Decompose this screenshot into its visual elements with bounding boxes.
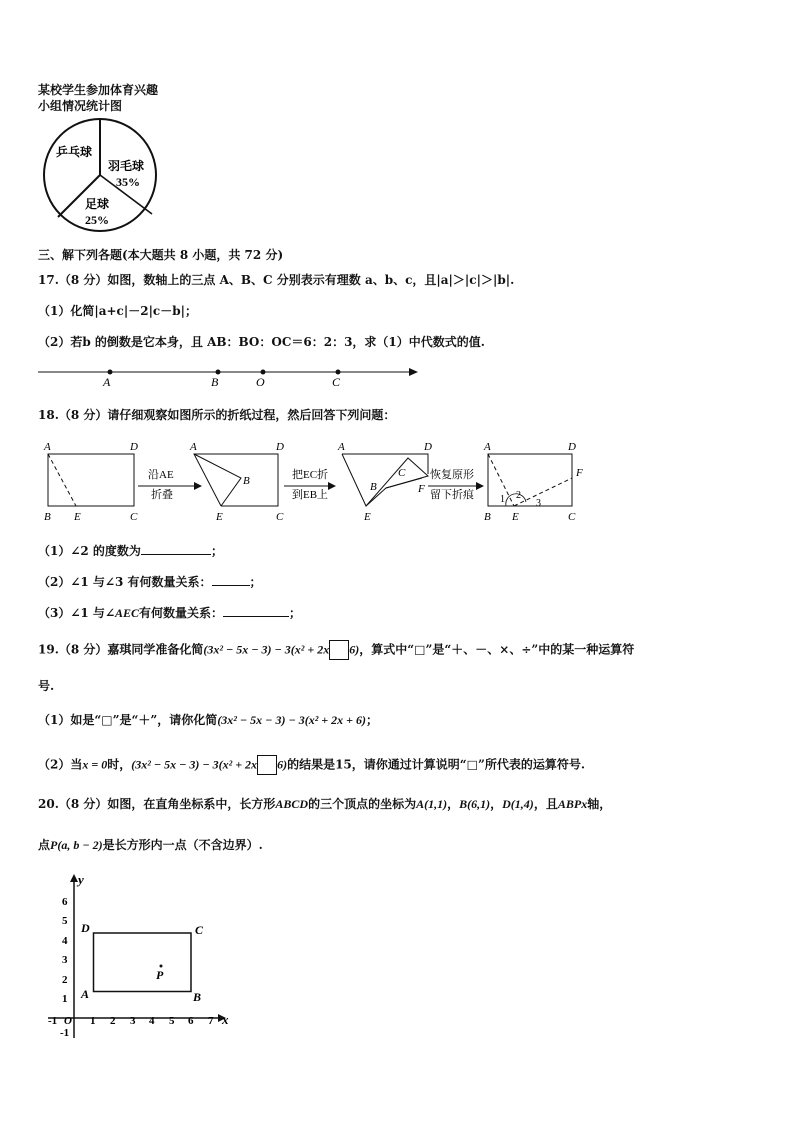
svg-text:A: A: [44, 441, 51, 453]
x-tick-5: 5: [169, 1015, 175, 1027]
q20-point-b: B(6,1): [459, 797, 491, 811]
label-c: C: [195, 923, 204, 937]
q19-part1-expression: (3x² − 5x − 3) − 3(x² + 2x + 6): [217, 713, 366, 727]
q19-part2-text-a: （2）当: [38, 757, 83, 772]
origin-label: O: [64, 1015, 72, 1027]
rectangle-abcd: [94, 933, 192, 992]
q19-part1-end: ；: [365, 713, 378, 727]
svg-text:D: D: [568, 441, 576, 453]
svg-text:C: C: [276, 511, 284, 523]
number-line: [36, 362, 424, 390]
q18-stem: 18.（8 分）请仔细观察如图所示的折纸过程，然后回答下列问题：: [38, 408, 396, 422]
q20-line2: [38, 837, 263, 853]
point-c: [336, 370, 341, 375]
q20-point-a: A(1,1): [416, 797, 448, 811]
q19-part2-expression-a: (3x² − 5x − 3) − 3(x² + 2x: [131, 757, 258, 772]
q18-part2: [38, 573, 262, 590]
svg-text:D: D: [276, 441, 284, 453]
q19-part2-operator-box: [257, 755, 277, 775]
q18-part3-end: ；: [289, 606, 302, 620]
fold-figure-1: [43, 441, 138, 523]
arrow2-line1: 把EC折: [292, 469, 329, 481]
x-tick-3: 3: [130, 1015, 136, 1027]
slice-pct-football: 25%: [85, 213, 109, 227]
x-tick-7: 7: [208, 1015, 214, 1027]
x-ticks: [90, 1015, 214, 1027]
label-d: D: [81, 921, 90, 935]
q19-expression-b: 6): [349, 642, 360, 657]
svg-text:C: C: [568, 511, 576, 523]
q19-part1-text: （1）如是“□”是“＋”，请你化简: [38, 713, 218, 727]
label-p: P: [156, 968, 164, 982]
section-heading: 三、解下列各题(本大题共 8 小题，共 72 分): [38, 248, 284, 262]
y-tick-neg-1: -1: [60, 1027, 70, 1039]
svg-text:F: F: [418, 483, 425, 495]
q18-part2-blank: [212, 573, 250, 586]
arrow3-line2: 留下折痕: [430, 489, 474, 501]
q18-part2-end: ；: [249, 575, 262, 589]
svg-text:A: A: [190, 441, 197, 453]
q18-part1-end: ；: [210, 544, 223, 558]
q20-point-d: D(1,4): [502, 797, 534, 811]
slice-label-football: 足球: [85, 197, 110, 211]
fold-figure-3: [337, 441, 432, 523]
q20-stem: 20.（8 分）如图，在直角坐标系中，长方形ABCD的三个顶点的坐标为A(1,1)，B(6,1)，D(1,4)，且ABPx轴，: [38, 797, 612, 811]
label-a: A: [81, 987, 90, 1001]
svg-text:F: F: [576, 467, 583, 479]
q17-part1: （1）化简|a+c|－2|c－b|；: [38, 304, 197, 318]
label-o: O: [256, 375, 265, 389]
q20-stem-d: 轴，: [587, 797, 612, 811]
q19-stem-b: ，算式中“□”是“＋、－、×、÷”中的某一种运算符: [359, 642, 635, 657]
fold-figure-4: [483, 441, 583, 523]
q20-rect-name: ABCD: [275, 797, 309, 811]
q18-part3: [38, 604, 301, 621]
arrow3-line1: 恢复原形: [430, 469, 474, 481]
svg-text:B: B: [44, 511, 51, 523]
label-b: B: [193, 990, 202, 1004]
y-tick-1: 1: [62, 993, 68, 1005]
q18-part3-angle: ∠AEC: [104, 606, 140, 620]
svg-text:D: D: [424, 441, 432, 453]
q18-part3-blank: [223, 604, 289, 617]
q19-stem: [38, 640, 634, 660]
y-ticks: [62, 896, 68, 1005]
q19-part2: [38, 755, 585, 775]
label-a: A: [103, 375, 111, 389]
fold-figure-2: [189, 441, 284, 523]
q18-part3-text-a: （3）∠1 与: [38, 606, 105, 620]
svg-text:B: B: [370, 481, 377, 493]
x-tick-4: 4: [149, 1015, 155, 1027]
q20-line2-b: 是长方形内一点（不含边界）.: [102, 838, 263, 852]
svg-text:C: C: [130, 511, 138, 523]
q19-part1: [38, 712, 378, 728]
pie-chart: [38, 116, 163, 234]
y-tick-6: 6: [62, 896, 68, 908]
label-c: C: [332, 375, 341, 389]
q20-point-p: P(a, b − 2): [50, 838, 103, 852]
svg-text:1: 1: [500, 494, 505, 505]
svg-text:D: D: [130, 441, 138, 453]
q20-stem-c: ，且: [533, 797, 558, 811]
q20-x-axis: x: [581, 797, 588, 811]
q20-stem-a: 20.（8 分）如图，在直角坐标系中，长方形: [38, 797, 276, 811]
point-b: [216, 370, 221, 375]
svg-text:2: 2: [516, 490, 521, 501]
q18-part3-text-b: 有何数量关系：: [139, 606, 224, 620]
folding-diagram: [36, 436, 596, 528]
arrow1-line1: 沿AE: [148, 469, 174, 481]
q20-stem-b: 的三个顶点的坐标为: [308, 797, 417, 811]
q19-stem-a: 19.（8 分）嘉琪同学准备化简: [38, 642, 204, 657]
y-tick-4: 4: [62, 935, 68, 947]
y-tick-5: 5: [62, 915, 68, 927]
slice-label-pingpong: 乒乓球: [56, 145, 93, 159]
svg-text:E: E: [74, 511, 81, 523]
q19-operator-box: [329, 640, 349, 660]
q19-stem-c: 号.: [38, 679, 55, 693]
y-tick-2: 2: [62, 974, 68, 986]
point-a: [108, 370, 113, 375]
q18-part1: [38, 542, 223, 559]
coordinate-diagram: [40, 870, 240, 1042]
q19-part2-condition: x = 0: [82, 757, 108, 772]
pie-title-line2: 小组情况统计图: [38, 99, 123, 113]
svg-text:E: E: [216, 511, 223, 523]
point-o: [261, 370, 266, 375]
x-axis-label: x: [222, 1012, 229, 1027]
label-b: B: [211, 375, 219, 389]
q18-part1-blank: [141, 542, 211, 555]
x-tick-1: 1: [90, 1015, 96, 1027]
slice-label-badminton: 羽毛球: [108, 159, 145, 173]
svg-text:E: E: [512, 511, 519, 523]
x-tick-2: 2: [110, 1015, 116, 1027]
number-line-arrow: [409, 368, 418, 376]
q17-part2: （2）若b 的倒数是它本身，且 AB：BO：OC＝6：2：3，求（1）中代数式的值.: [38, 335, 485, 349]
q18-part1-text: （1）∠2 的度数为: [38, 544, 141, 558]
svg-text:A: A: [338, 441, 345, 453]
q19-part2-expression-b: 6): [277, 757, 288, 772]
q20-segment-ab: AB: [557, 797, 574, 811]
y-tick-3: 3: [62, 954, 68, 966]
x-tick-6: 6: [188, 1015, 194, 1027]
arrow1-line2: 折叠: [151, 489, 173, 501]
x-tick-neg-1: -1: [48, 1015, 58, 1027]
pie-title-line1: 某校学生参加体育兴趣: [38, 83, 159, 97]
q18-part2-text: （2）∠1 与∠3 有何数量关系：: [38, 575, 212, 589]
y-axis-label: y: [78, 872, 84, 887]
svg-text:C: C: [398, 467, 406, 479]
q19-part2-text-b: 时，: [107, 757, 132, 772]
svg-text:B: B: [243, 475, 250, 487]
q19-part2-text-c: 的结果是15，请你通过计算说明“□”所代表的运算符号.: [287, 757, 586, 772]
q20-line2-a: 点: [38, 838, 51, 852]
svg-text:B: B: [484, 511, 491, 523]
slice-pct-badminton: 35%: [116, 175, 140, 189]
q17-stem: 17.（8 分）如图，数轴上的三点 A、B、C 分别表示有理数 a、b、c，且|a|＞|c|＞|b|.: [38, 273, 515, 287]
q19-expression-a: (3x² − 5x − 3) − 3(x² + 2x: [203, 642, 330, 657]
svg-text:3: 3: [536, 498, 541, 509]
svg-text:A: A: [484, 441, 491, 453]
arrow2-line2: 到EB上: [292, 489, 329, 501]
svg-text:E: E: [364, 511, 371, 523]
q20-parallel-symbol: P: [573, 797, 582, 811]
